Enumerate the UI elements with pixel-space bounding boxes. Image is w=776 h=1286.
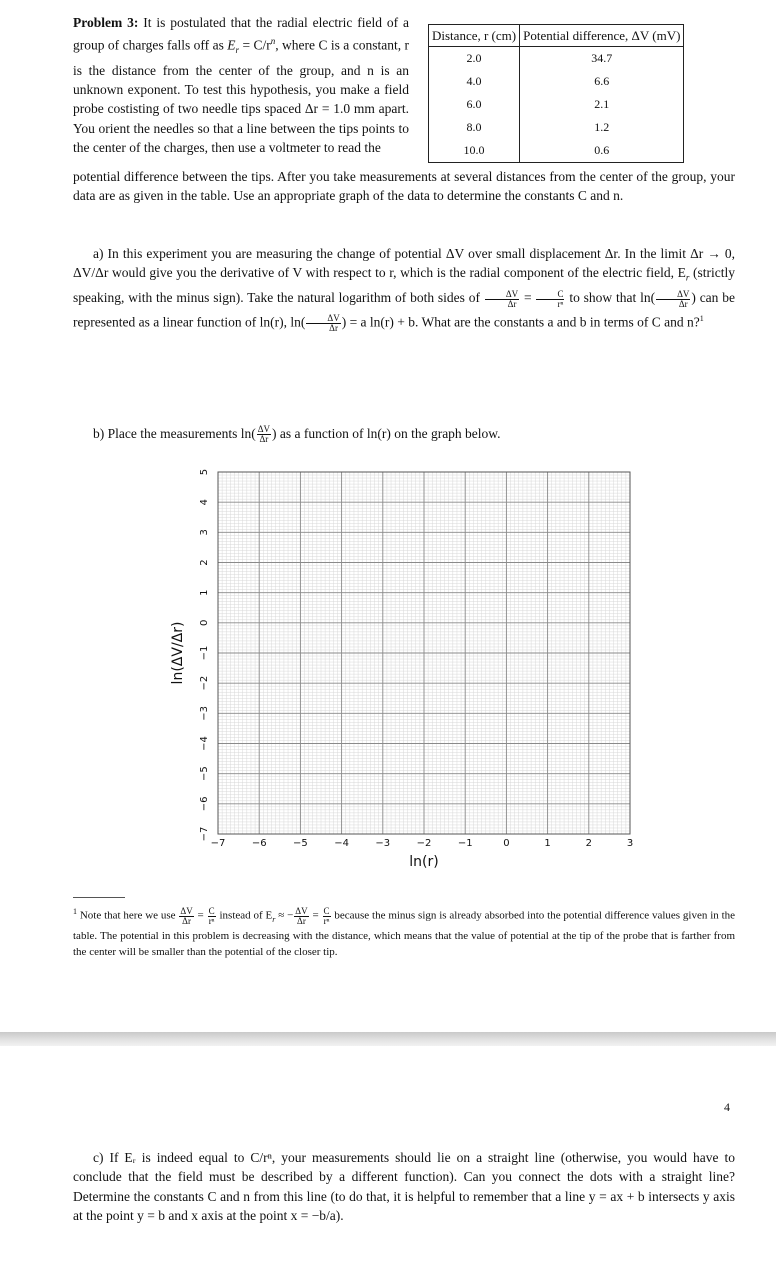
x-tick-label: −7: [210, 838, 226, 849]
part-c-text: c) If Eᵣ is indeed equal to C/rⁿ, your measurements should lie on a straight line (otherwise, you would have to conclude that the field must be described by a different function). Can you connect the dots with a straight line? Determine the constants C and n from this line (to do that, it is helpful to remember that a line y = ax + b intersects y axis at the point y = b and x axis at the point x = −b/a).: [73, 1150, 735, 1223]
y-tick-label: 3: [199, 529, 210, 536]
y-tick-label: −5: [199, 766, 210, 782]
x-axis-label: ln(r): [409, 854, 439, 870]
x-tick-label: −3: [375, 838, 391, 849]
part-a-text: a) In this experiment you are measuring the change of potential ΔV over small displacement Δr. In the limit Δr → 0, ΔV/Δr would give you the derivative of V with respect to r, which is the radial component of the electric field, $E_r$ (strictly speaking, with the minus sign). Take the natural logarithm of both sides of $\frac{\Delta V}{\Delta r}$ = $\frac{C}{\text{rⁿ}}$ to show that ln( $\frac{\Delta V}{\Delta r}$ ) can be represented as a linear function of ln(r), ln( $\frac{\Delta V}{\Delta r}$ ) = a ln(r) + b. What are the constants a and b in terms of C and n?$^1$: [73, 246, 736, 333]
y-tick-label: −2: [199, 675, 210, 691]
y-tick-label: −6: [199, 796, 210, 812]
table-row: 4.0 6.6: [429, 70, 684, 93]
part-b-text: b) Place the measurements ln( $\frac{\Delta V}{\Delta r}$ ) as a function of ln(r) on the graph below.: [93, 424, 501, 445]
footnote: $^1$ Note that here we use $\frac{\Delta V}{\Delta r}$ = $\frac{C}{\text{rⁿ}}$ instead of $E_r$ ≈ − $\frac{\Delta V}{\Delta r}$ = $\frac{C}{\text{rⁿ}}$ because the minus sign is already absorbed into the potential difference values given in the table. The potential in this problem is decreasing with the distance, which means that the value of potential at the tip of the probe that is farther from the center will be smaller than the potential of the closer tip.: [73, 905, 736, 958]
x-tick-label: 1: [544, 838, 551, 849]
problem-intro: Problem 3: It is postulated that the radial electric field of a group of charges falls off as $E_r = C/r^n$, where C is a constant, r is the distance from the center of the group, and n is an unknown exponent. To test this hypothesis, you make a field probe costisting of two needle tips spaced Δr = 1.0 mm apart. You orient the needles so that a line between the tips points to the center of the charges, then use a voltmeter to read the: [73, 15, 409, 155]
footnote-rule: [73, 897, 125, 898]
y-tick-label: 1: [199, 589, 210, 596]
x-tick-label: −4: [334, 838, 349, 849]
page-number: 4: [724, 1100, 730, 1114]
x-tick-label: −5: [293, 838, 308, 849]
x-tick-label: −6: [251, 838, 267, 849]
problem-intro-cont: C is a constant, r is the distance from the center of the group, and n is an unknown exponent. To test this hypothesis, you make a field probe costisting of two needle tips spaced Δr = 1.0 mm apart. You orient the needles so that a line between the tips points to the center of the charges, then use a voltmeter to read the: [73, 37, 409, 155]
table-header-potential: Potential difference, ΔV (mV): [520, 25, 684, 47]
fraction-c-rn: $\frac{C}{\text{rⁿ}}$: [536, 290, 564, 309]
x-tick-label: 0: [503, 838, 510, 849]
graph-paper[interactable]: [160, 460, 660, 870]
table-row: 8.0 1.2: [429, 116, 684, 139]
table-row: 6.0 2.1: [429, 93, 684, 116]
x-tick-label: −2: [416, 838, 432, 849]
fraction-dv-dr: $\frac{\Delta V}{\Delta r}$: [485, 290, 519, 309]
y-tick-label: −3: [199, 705, 210, 721]
table-row: 2.0 34.7: [429, 47, 684, 71]
y-tick-label: −4: [199, 736, 210, 751]
table-header-distance: Distance, r (cm): [429, 25, 520, 47]
x-tick-label: 3: [626, 838, 634, 849]
problem-heading: Problem 3:: [73, 15, 139, 30]
data-table: [428, 24, 684, 163]
y-tick-label: 4: [199, 498, 210, 506]
worksheet-page-4: [0, 1046, 776, 1286]
y-axis-label: ln(ΔV/Δr): [170, 621, 186, 685]
table-row: 10.0 0.6: [429, 139, 684, 163]
x-tick-label: −1: [457, 838, 473, 849]
x-tick-label: 2: [585, 838, 592, 849]
y-tick-label: −1: [199, 645, 210, 661]
y-tick-label: 2: [199, 559, 210, 566]
y-tick-label: 5: [199, 468, 210, 476]
page-break: [0, 1032, 776, 1046]
y-tick-label: 0: [199, 619, 210, 627]
problem-intro-full-width: potential difference between the tips. After you take measurements at several distances from the center of the group, your data are as given in the table. Use an appropriate graph of the data to determine the constants C and n.: [73, 169, 735, 204]
y-tick-label: −7: [199, 826, 210, 842]
